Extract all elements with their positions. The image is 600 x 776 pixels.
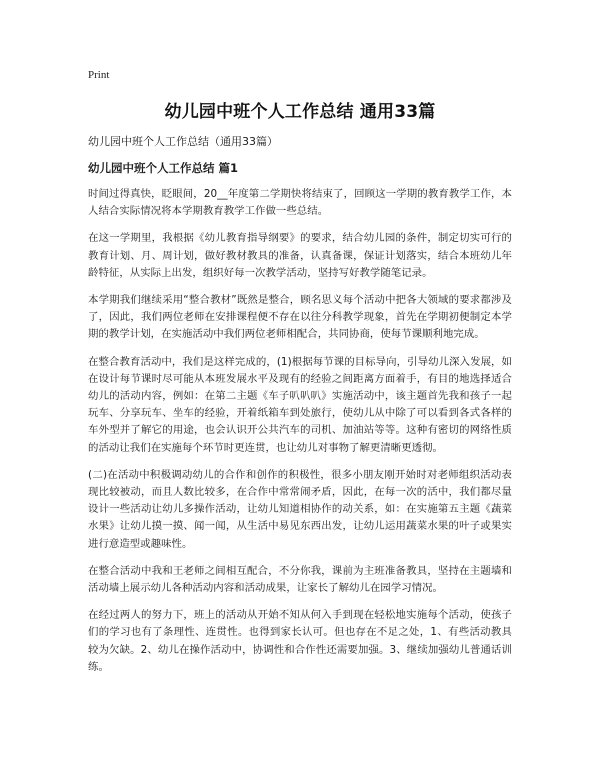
document-page bbox=[88, 68, 512, 686]
print-link[interactable]: Print bbox=[88, 69, 110, 81]
paragraph-3: 本学期我们继续采用“整合教材”既然是整合，顾名思义每个活动中把各大领域的要求都涉及了，因此，我们两位老师在安排课程便不存在以往分科教学现象，首先在学期初便制定本学期的教学计划，在实施活动中我们两位老师相配合，共同协商，使每节课顺利地完成。 bbox=[88, 294, 512, 341]
paragraph-4: 在整合教育活动中，我们是这样完成的，(1)根据每节课的目标导向，引导幼儿深入发展，如在设计每节课时尽可能从本班发展水平及现有的经验之间距离方面着手，有目的地选择适合幼儿的活动内容，例如：在第二主题《车子叭叭叭》实施活动中，该主题首先我和孩子一起玩车、分享玩车、坐车的经验，开着纸箱车到处旅行，使幼儿从中除了可以看到各式各样的车外型并了解它的用途，也会认识开公共汽车的司机、加油站等等。这种有密切的网络性质的活动让我们在实施每个环节时更连贯，也让幼儿对事物了解更清晰更透彻。 bbox=[88, 355, 512, 454]
paragraph-6: 在整合活动中我和王老师之间相互配合，不分你我，课前为主班准备教具，坚持在主题墙和活动墙上展示幼儿各种活动内容和活动成果，让家长了解幼儿在园学习情况。 bbox=[88, 564, 512, 595]
section-heading: 幼儿园中班个人工作总结 篇1 bbox=[88, 161, 239, 175]
document-title: 幼儿园中班个人工作总结 通用33篇 bbox=[164, 102, 436, 122]
paragraph-7: 在经过两人的努力下，班上的活动从开始不知从何入手到现在轻松地实施每个活动，使孩子们的学习也有了条理性、连贯性。也得到家长认可。但也存在不足之处，1、有些活动教具较为欠缺。2、幼儿在操作活动中，协调性和合作性还需要加强。3、继续加强幼儿普通话训练。 bbox=[88, 609, 512, 673]
paragraph-1: 时间过得真快，眨眼间，20__年度第二学期快将结束了，回顾这一学期的教育教学工作，本人结合实际情况将本学期教育教学工作做一些总结。 bbox=[88, 188, 512, 218]
document-subtitle: 幼儿园中班个人工作总结（通用33篇） bbox=[88, 135, 278, 148]
paragraph-2: 在这一学期里，我根据《幼儿教育指导纲要》的要求，结合幼儿园的条件，制定切实可行的教育计划、月、周计划，做好教材教具的准备，认真备课，保证计划落实，结合本班幼儿年龄特征，从实际上出发，组织好每一次教学活动，坚持写好教学随笔记录。 bbox=[88, 232, 512, 279]
paragraph-5: (二)在活动中积极调动幼儿的合作和创作的积极性，很多小朋友刚开始时对老师组织活动表现比较被动，而且人数比较多，在合作中常常闹矛盾，因此，在每一次的活中，我们都尽量设计一些活动让幼儿多操作活动，让幼儿知道相协作的动关系，如：在实施第五主题《蔬菜水果》让幼儿摸一摸、闻一闻，从生活中易见东西出发，让幼儿运用蔬菜水果的叶子或果实进行意造型或趣味性。 bbox=[88, 468, 512, 550]
